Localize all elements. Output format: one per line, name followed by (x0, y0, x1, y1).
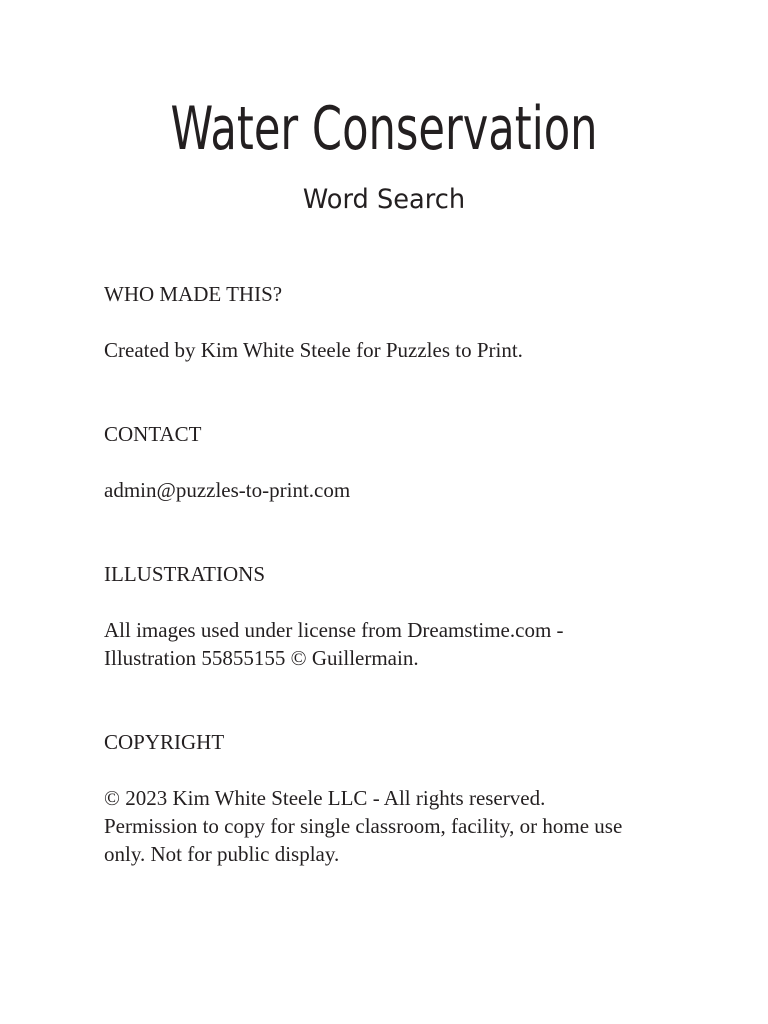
text-line: Illustration 55855155 © Guillermain. (104, 646, 419, 670)
text-line: All images used under license from Dreamstime.com - (104, 618, 564, 642)
credits-content (104, 280, 704, 924)
text-line: © 2023 Kim White Steele LLC - All rights reserved. (104, 786, 546, 810)
section-text-contact (104, 476, 704, 504)
text-line: Permission to copy for single classroom, facility, or home use (104, 814, 623, 838)
section-heading-contact: CONTACT (104, 422, 202, 446)
section-copyright (104, 728, 704, 868)
section-text-illustrations (104, 616, 704, 672)
page-subtitle: Word Search (302, 184, 466, 215)
section-heading-who: WHO MADE THIS? (104, 282, 283, 306)
text-line: Created by Kim White Steele for Puzzles to Print. (104, 338, 523, 362)
section-contact (104, 420, 704, 504)
section-text-copyright (104, 784, 704, 868)
section-text-who (104, 336, 704, 364)
section-who-made-this (104, 280, 704, 364)
section-illustrations (104, 560, 704, 672)
contact-email: admin@puzzles-to-print.com (104, 478, 351, 502)
text-line: only. Not for public display. (104, 842, 340, 866)
page-title: Water Conservation (170, 94, 598, 164)
section-heading-copyright: COPYRIGHT (104, 730, 225, 754)
section-heading-illustrations: ILLUSTRATIONS (104, 562, 265, 586)
